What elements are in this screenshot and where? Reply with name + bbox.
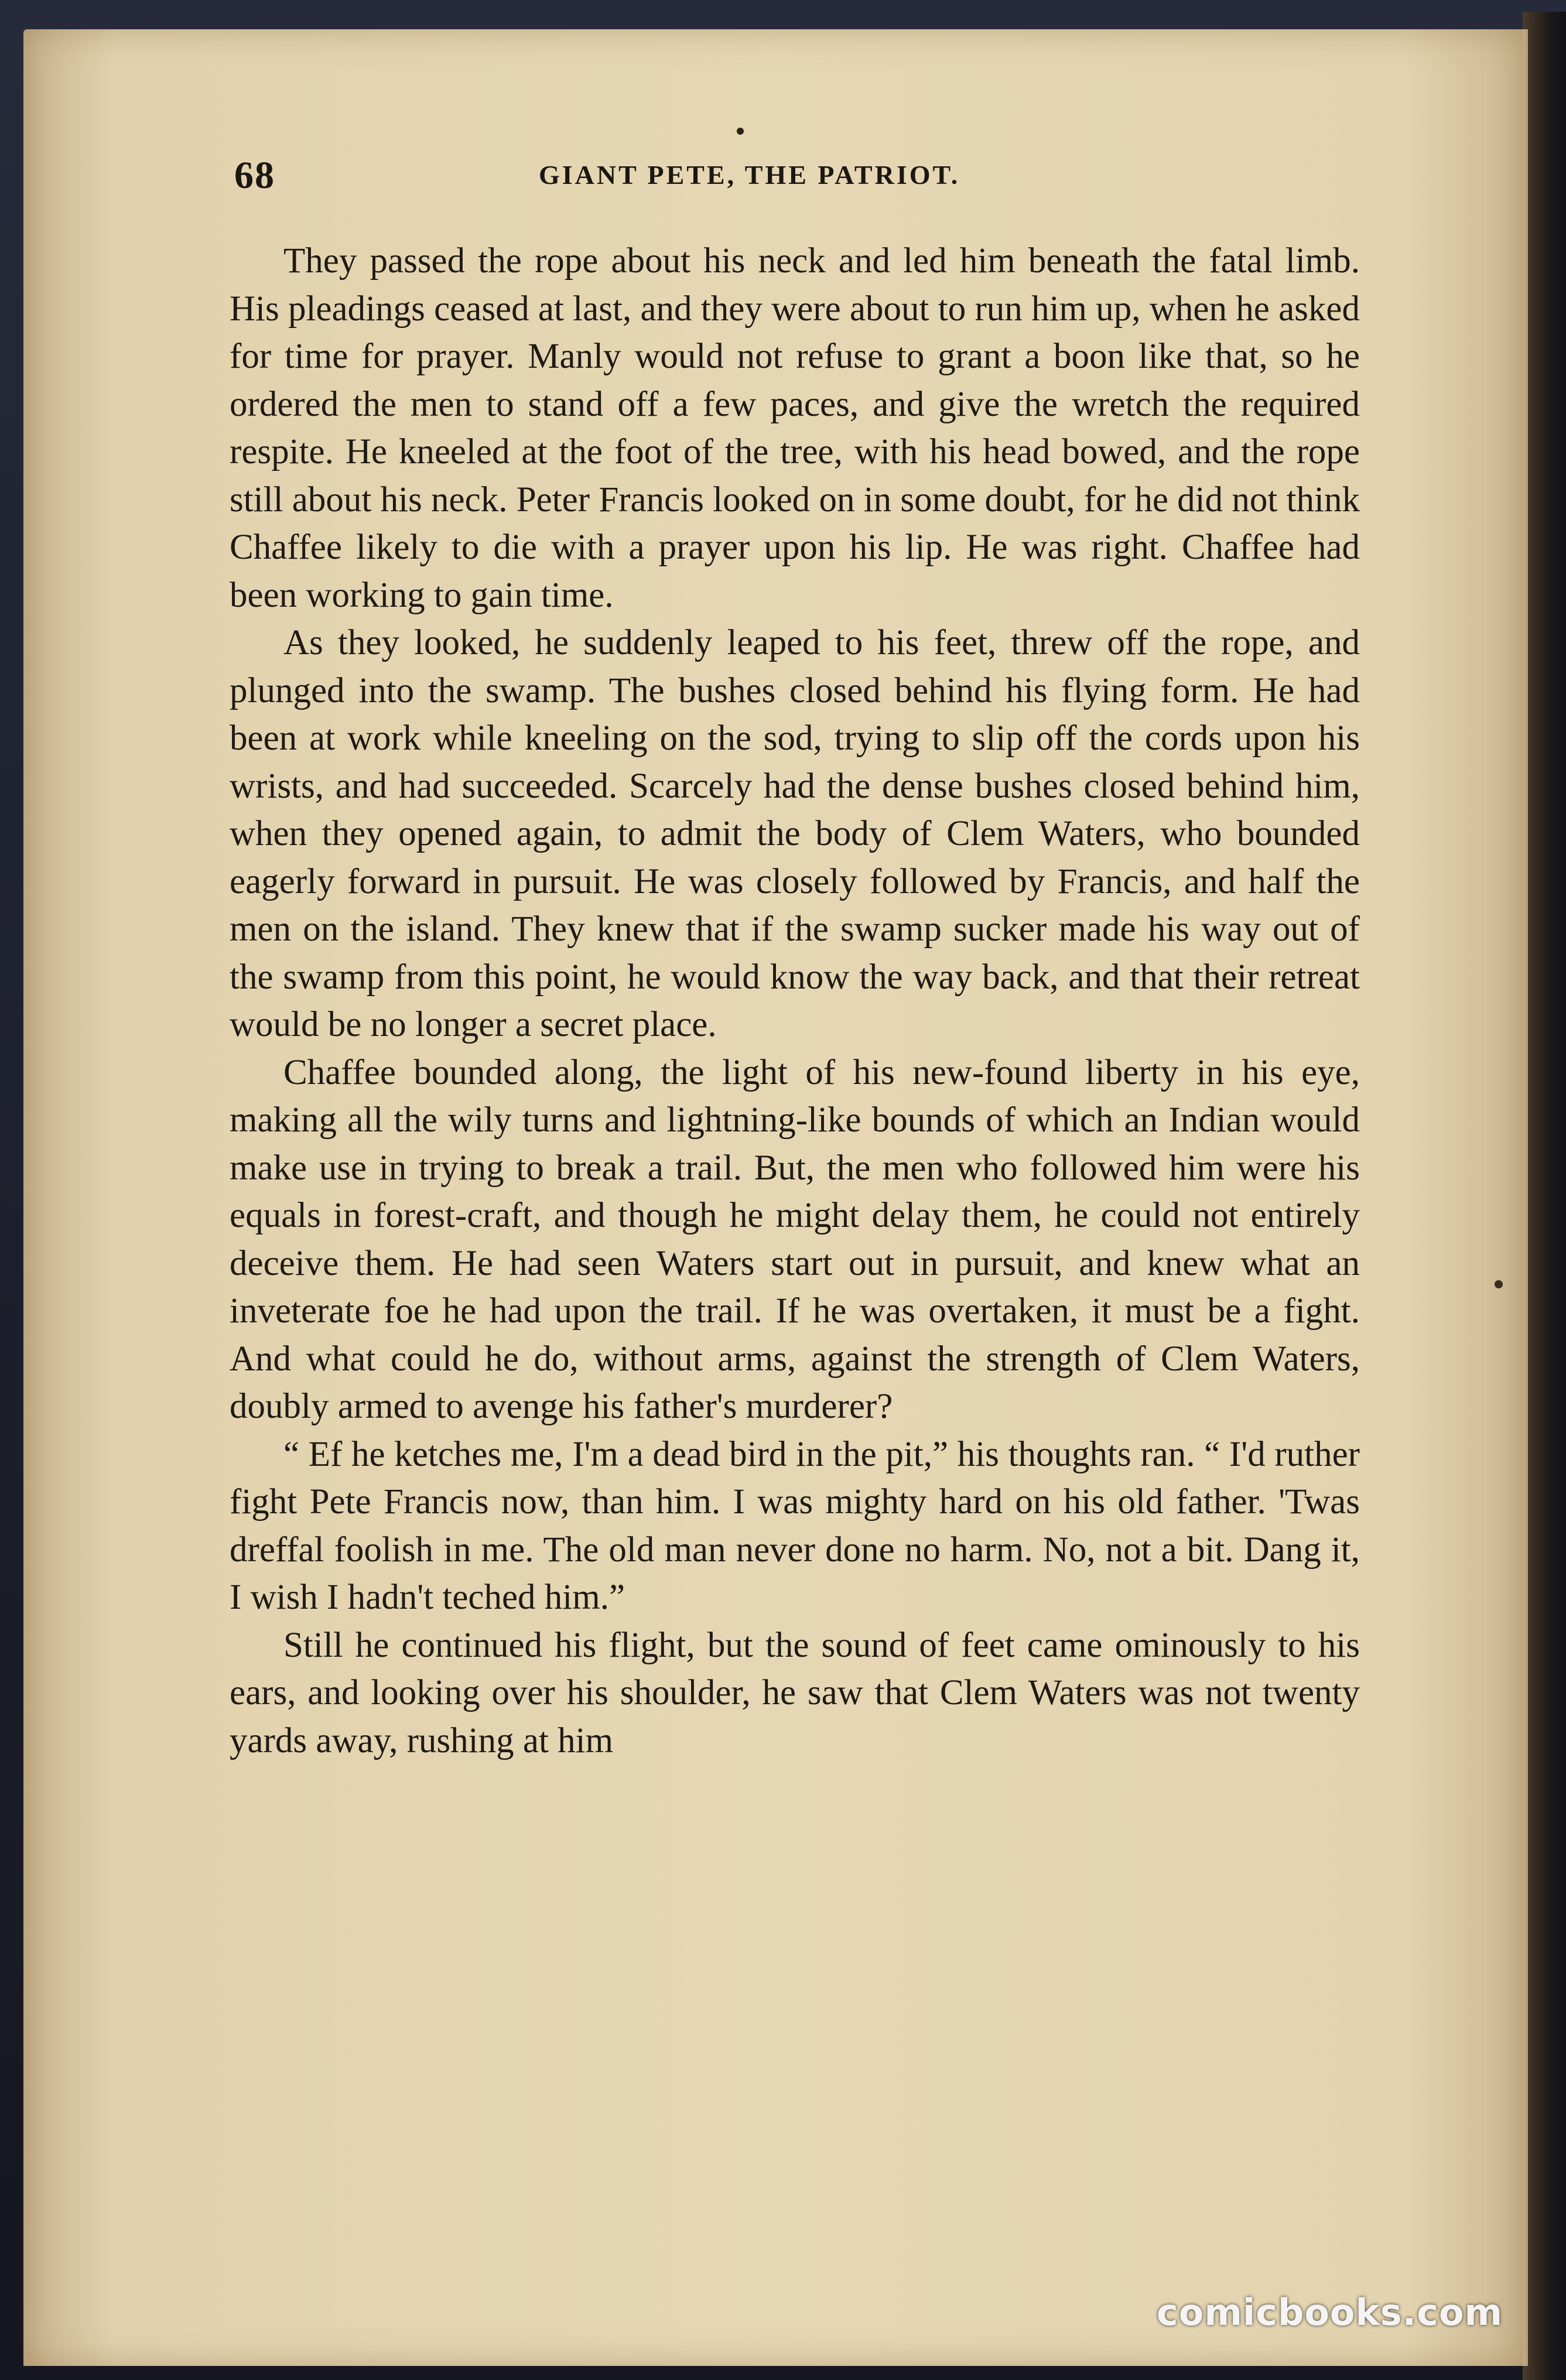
ink-speck [1495, 1280, 1503, 1288]
page-header [234, 153, 1417, 200]
ink-speck [737, 128, 744, 135]
paragraph: Chaffee bounded along, the light of his new-found liberty in his eye, making all the wily turns and lightning-like bounds of which an Indian would make use in trying to break a trail. But, the men who followed him were his equals in forest-craft, and though he might delay them, he could not entirely deceive them. He had seen Waters start out in pursuit, and knew what an inveterate foe he had upon the trail. If he was overtaken, it must be a fight. And what could he do, without arms, against the strength of Clem Waters, doubly armed to avenge his father's murderer? [230, 1052, 1360, 1426]
paragraph: Still he continued his flight, but the sound of feet came ominously to his ears, and looking over his shoulder, he saw that Clem Waters was not twenty yards away, rushing at him [230, 1625, 1360, 1760]
watermark: comicbooks.com [1157, 2291, 1503, 2334]
body-text [230, 237, 1360, 1765]
running-title: GIANT PETE, THE PATRIOT. [539, 160, 960, 190]
paragraph: They passed the rope about his neck and led him beneath the fatal limb. His pleadings ceased at last, and they were about to run him up, when he asked for time for prayer. Manly would not refuse to grant a boon like that, so he ordered the men to stand off a few paces, and give the wretch the required respite. He kneeled at the foot of the tree, with his head bowed, and the rope still about his neck. Peter Francis looked on in some doubt, for he did not think Chaffee likely to die with a prayer upon his lip. He was right. Chaffee had been working to gain time. [230, 241, 1360, 615]
paragraph: As they looked, he suddenly leaped to his feet, threw off the rope, and plunged into the swamp. The bushes closed behind his flying form. He had been at work while kneeling on the sod, trying to slip off the cords upon his wrists, and had succeeded. Scarcely had the dense bushes closed behind him, when they opened again, to admit the body of Clem Waters, who bounded eagerly forward in pursuit. He was closely followed by Francis, and half the men on the island. They knew that if the swamp sucker made his way out of the swamp from this point, he would know the way back, and that their retreat would be no longer a secret place. [230, 623, 1360, 1044]
book-spine-shadow [1523, 12, 1566, 2380]
paragraph: “ Ef he ketches me, I'm a dead bird in the pit,” his thoughts ran. “ I'd ruther fight Pete Francis now, than him. I was mighty hard on his old father. 'Twas dreffal foolish in me. The old man never done no harm. No, not a bit. Dang it, I wish I hadn't teched him.” [230, 1434, 1360, 1617]
page-number: 68 [234, 154, 275, 197]
